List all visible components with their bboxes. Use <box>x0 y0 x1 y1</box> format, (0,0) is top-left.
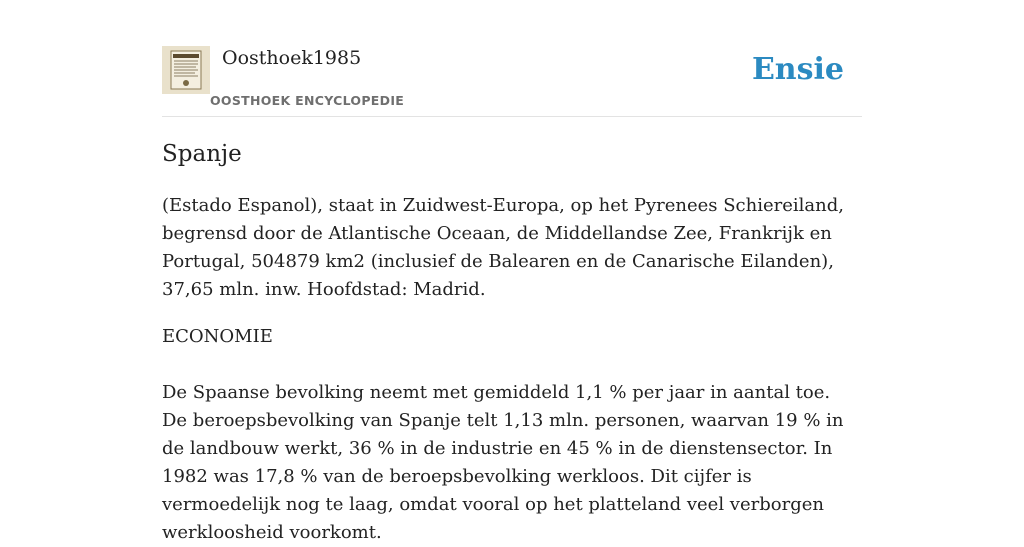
avatar[interactable] <box>162 46 210 94</box>
economy-paragraph: De Spaanse bevolking neemt met gemiddeld 1,1 % per jaar in aantal toe. De beroepsbevolking van Spanje telt 1,13 mln. personen, waarvan 19 % in de landbouw werkt, 36 % in de industrie en 45 % in de dienstensector. In 1982 was 17,8 % van de beroepsbevolking werkloos. Dit cijfer is vermoedelijk nog te laag, omdat vooral op het platteland veel verborgen werkloosheid voorkomt. <box>162 382 844 543</box>
book-cover-icon <box>162 46 210 94</box>
article-title: Spanje <box>162 141 242 167</box>
author-name[interactable]: Oosthoek1985 <box>222 47 362 69</box>
article-header <box>162 44 862 117</box>
article-body <box>162 192 852 547</box>
source-label: OOSTHOEK ENCYCLOPEDIE <box>210 93 405 108</box>
intro-paragraph: (Estado Espanol), staat in Zuidwest-Europa, op het Pyrenees Schiereiland, begrensd door de Atlantische Oceaan, de Middellandse Zee, Frankrijk en Portugal, 504879 km2 (inclusief de Balearen en de Canarische Eilanden), 37,65 mln. inw. Hoofdstad: Madrid. <box>162 195 844 300</box>
section-heading: ECONOMIE <box>162 326 273 347</box>
brand-logo[interactable]: Ensie <box>751 52 844 87</box>
